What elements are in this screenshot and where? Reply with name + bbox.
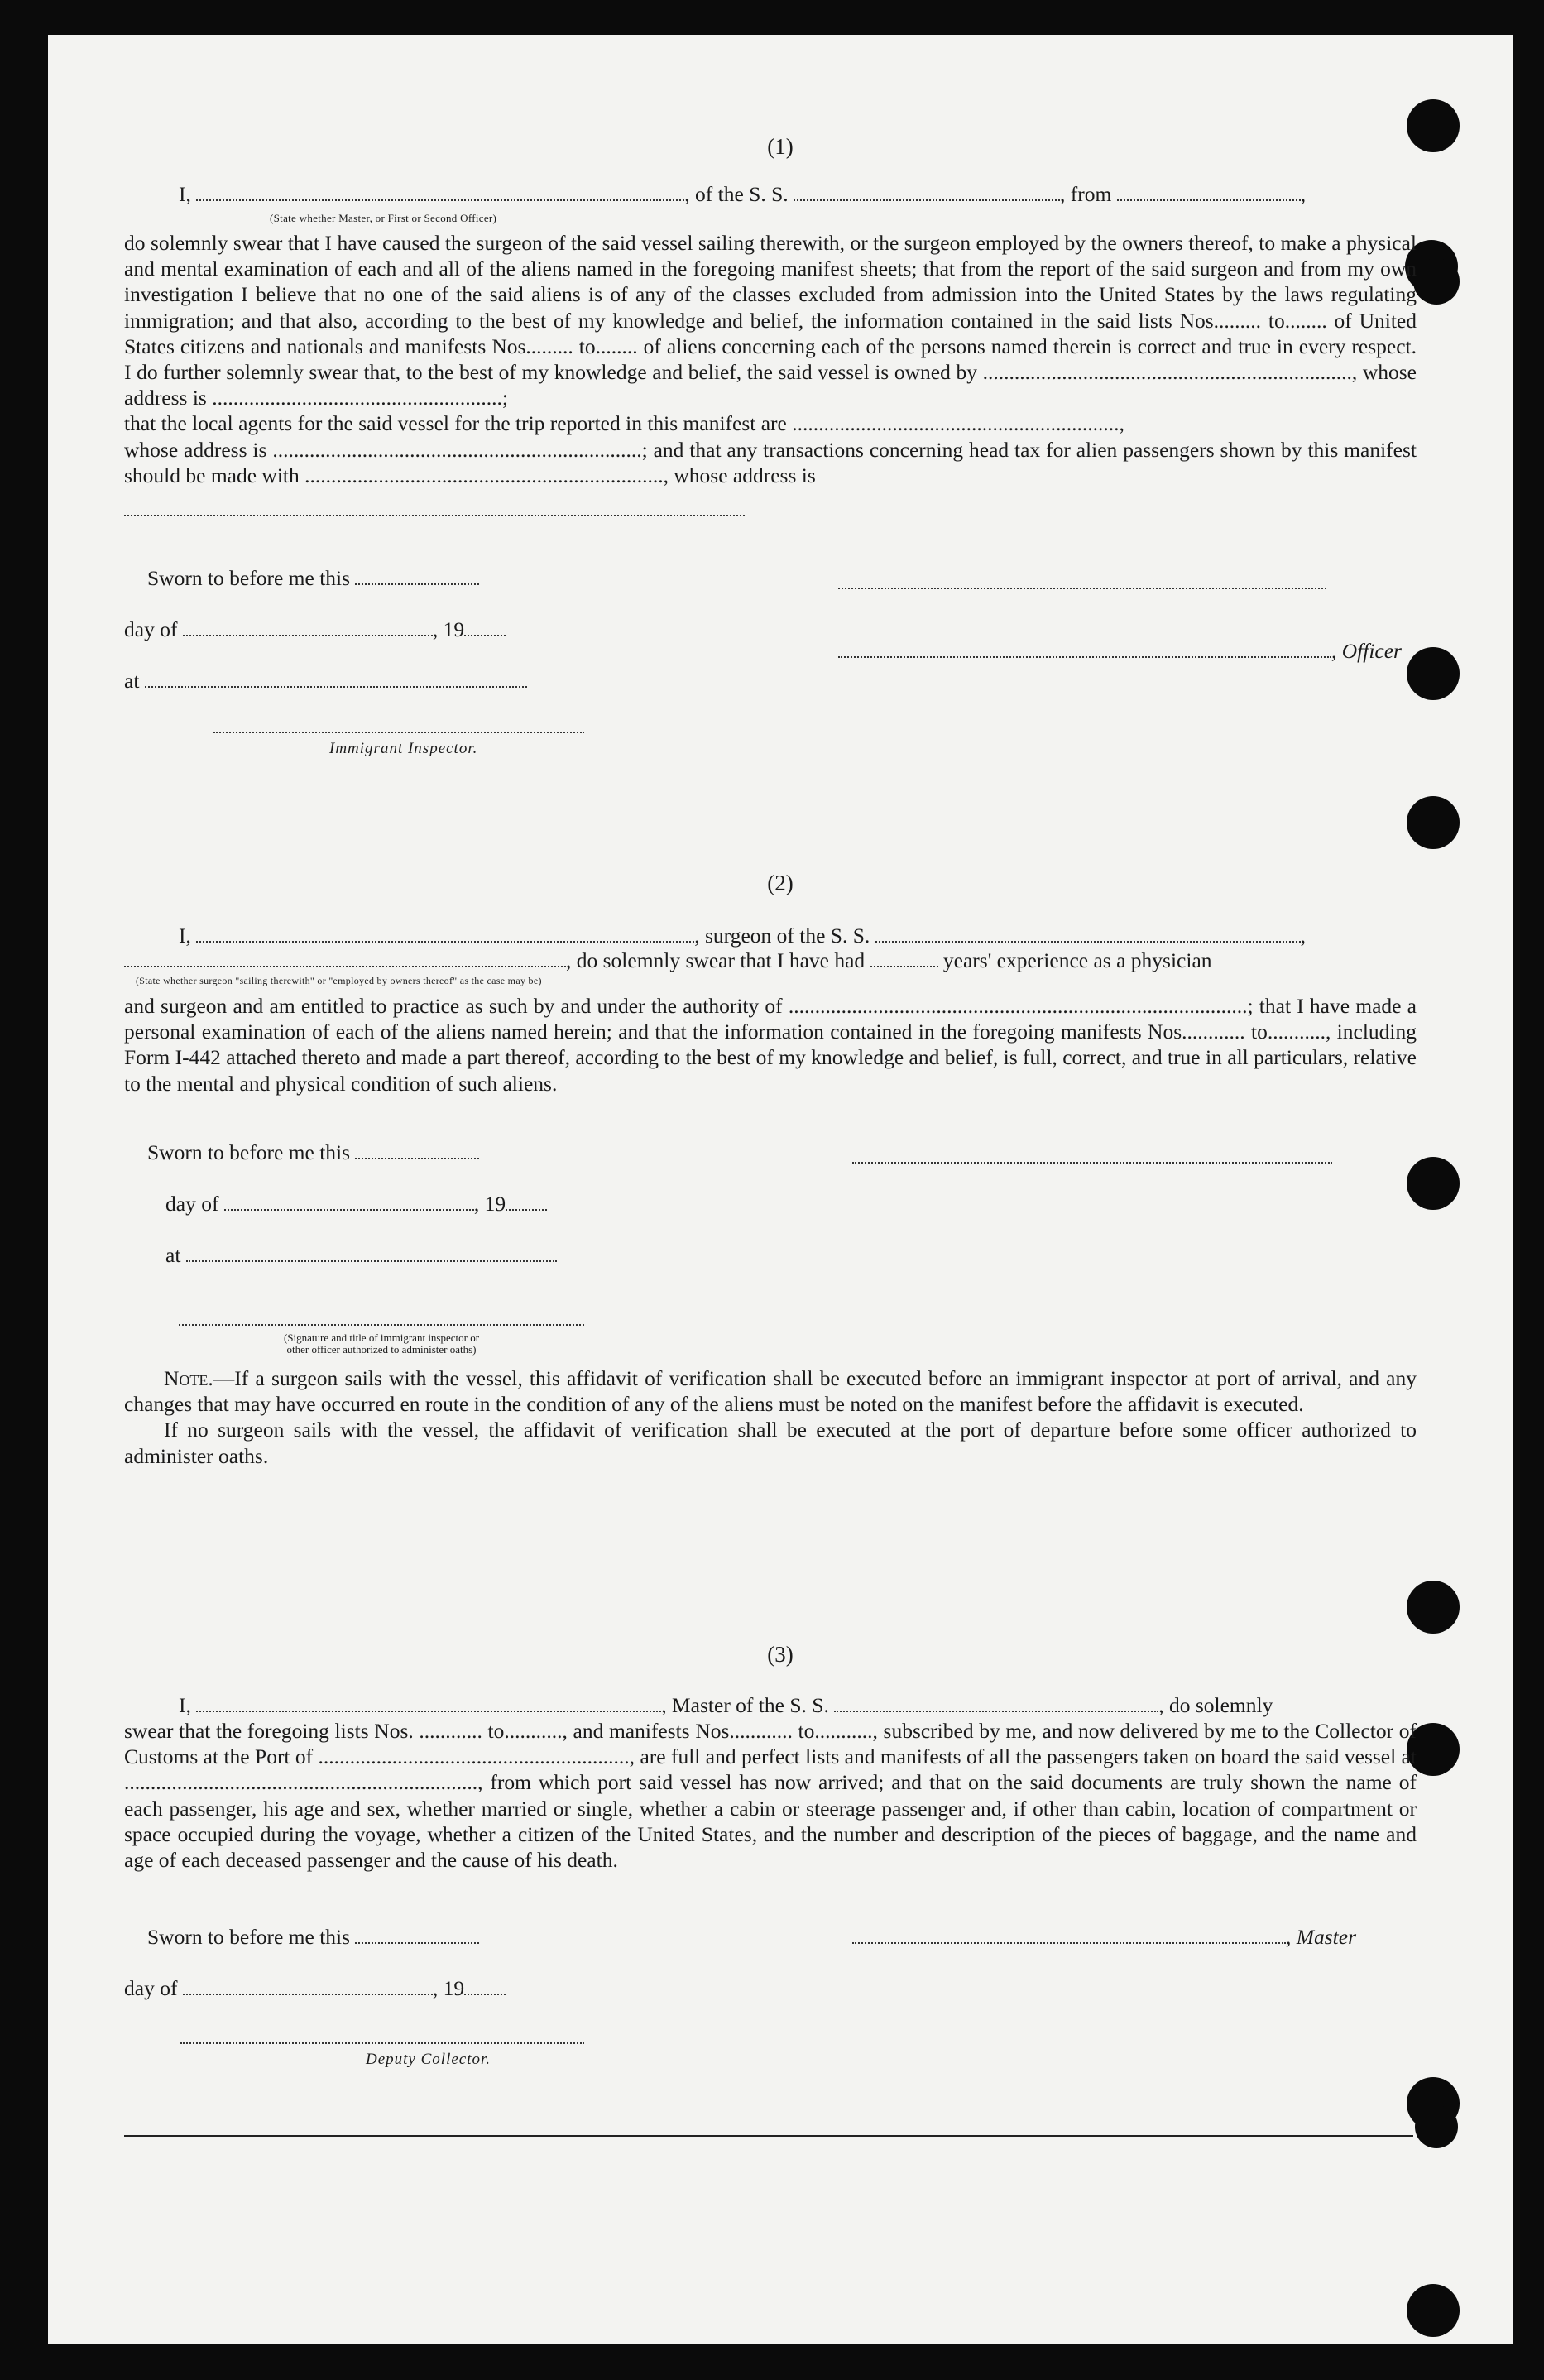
signature-hint-2: other officer authorized to administer oaths) — [286, 1343, 477, 1356]
officer-line — [838, 639, 1402, 664]
punch-hole — [1413, 258, 1460, 305]
day-of-line-3 — [124, 1976, 506, 2001]
sworn-line-1 — [147, 566, 479, 591]
officer-signature-top-field[interactable] — [838, 588, 1326, 589]
at-line-2 — [165, 1243, 557, 1268]
section-3-body: swear that the foregoing lists Nos. ............ to..........., and manifests Nos............ to..........., subscribed by me, and now delivered by me to the Collector of Customs at the Port of ..........................................................., are full and perfect lists and manifests of all the passengers taken on board the said vessel at ..................................................................., from which port said vessel has now arrived; and that on the said documents are truly shown the name of each passenger, his age and sex, whether married or single, whether a cabin or steerage passenger and, if other than cabin, location of compartment or space occupied during the voyage, whether a citizen of the United States, and the number and description of the pieces of baggage, and the name and age of each deceased passenger and the cause of his death. — [124, 1719, 1417, 1873]
surgeon-of-label: , surgeon of the S. S. — [694, 924, 870, 948]
year-label: , 19 — [473, 1192, 506, 1216]
section-1-number: (1) — [767, 134, 794, 159]
section-3-number: (3) — [767, 1642, 794, 1667]
ship-name-field-2[interactable] — [875, 926, 1301, 943]
day-of-label: day of — [165, 1192, 219, 1216]
inspector-signature-field[interactable] — [213, 732, 584, 733]
month-field[interactable] — [183, 620, 433, 636]
section-1-body — [124, 230, 1417, 488]
master-line — [852, 1925, 1356, 1950]
surgeon-status-field[interactable] — [124, 951, 566, 967]
deputy-label: Deputy Collector. — [366, 2051, 491, 2068]
month-field[interactable] — [224, 1194, 474, 1211]
intro-i: I, — [179, 924, 191, 948]
intro-i: I, — [179, 1693, 191, 1717]
sworn-label: Sworn to before me this — [147, 1925, 351, 1949]
punch-hole — [1407, 796, 1460, 849]
ship-name-field-3[interactable] — [834, 1696, 1158, 1712]
surgeon-status-hint: (State whether surgeon "sailing therewith" or "employed by owners thereof" as the case may be) — [136, 975, 542, 986]
sworn-line-3 — [147, 1925, 479, 1950]
section-2-number: (2) — [767, 871, 794, 895]
note-label: Note. — [164, 1366, 213, 1390]
comma: , — [1300, 924, 1307, 948]
form-page — [48, 35, 1513, 2344]
year-field[interactable] — [506, 1194, 547, 1211]
day-of-label: day of — [124, 1976, 178, 2000]
section-1-body-2: that the local agents for the said vessel for the trip reported in this manifest are .............................................................., — [124, 411, 1124, 436]
swear-label: , do solemnly swear that I have had — [566, 948, 866, 972]
sworn-line-2 — [147, 1140, 479, 1165]
year-field[interactable] — [464, 1979, 506, 1995]
signature-hint-1: (Signature and title of immigrant inspector or — [283, 1332, 480, 1344]
years-label: years' experience as a physician — [942, 948, 1212, 972]
master-signature-field[interactable] — [852, 1927, 1286, 1944]
master-of-label: , Master of the S. S. — [661, 1693, 829, 1717]
sworn-day-field[interactable] — [355, 1143, 479, 1159]
year-label: , 19 — [432, 617, 465, 641]
master-name-field[interactable] — [196, 1696, 661, 1712]
comma: , — [1300, 182, 1307, 206]
rank-field[interactable] — [196, 185, 684, 201]
ship-name-field[interactable] — [794, 185, 1060, 201]
section-3-intro — [179, 1693, 1273, 1718]
of-ss-label: , of the S. S. — [684, 182, 789, 206]
sworn-day-field[interactable] — [355, 1927, 479, 1944]
deputy-signature-field[interactable] — [180, 2042, 584, 2044]
section-2-note — [124, 1365, 1417, 1469]
day-of-label: day of — [124, 617, 178, 641]
section-1-intro — [179, 182, 1306, 207]
section-2-body: and surgeon and am entitled to practice as such by and under the authority of .......................................................................................; that I have made a personal examination of each of the aliens named herein; and that the information contained in the foregoing manifests Nos............ to..........., including Form I-442 attached thereto and made a part thereof, according to the best of my knowledge and belief, is full, correct, and true in all particulars, relative to the mental and physical condition of such aliens. — [124, 994, 1417, 1096]
solemnly-label: , do solemnly — [1158, 1693, 1273, 1717]
month-field[interactable] — [183, 1979, 433, 1995]
intro-i: I, — [179, 182, 191, 206]
years-field[interactable] — [870, 951, 938, 967]
sworn-day-field[interactable] — [355, 569, 479, 585]
section-1-body-3: whose address is ......................................................................; and that any transactions concerning head tax for alien passengers shown by this manifest should be made with ...................................................................., whose address is — [124, 437, 1417, 487]
oath-officer-signature-field[interactable] — [179, 1324, 584, 1326]
punch-hole — [1415, 2105, 1458, 2148]
officer-signature-field[interactable] — [838, 641, 1331, 658]
from-port-field[interactable] — [1117, 185, 1301, 201]
surgeon-signature-field[interactable] — [852, 1162, 1332, 1164]
rank-hint: (State whether Master, or First or Second Officer) — [270, 212, 497, 224]
master-label: , Master — [1286, 1925, 1356, 1949]
note-2: If no surgeon sails with the vessel, the affidavit of verification shall be executed at the port of departure before some officer authorized to administer oaths. — [124, 1418, 1417, 1468]
year-label: , 19 — [432, 1976, 465, 2000]
inspector-label: Immigrant Inspector. — [329, 740, 478, 757]
section-2-intro — [179, 924, 1306, 948]
address-continuation-field[interactable] — [124, 515, 745, 516]
surgeon-name-field[interactable] — [196, 926, 694, 943]
place-field[interactable] — [145, 671, 527, 688]
section-2-swear-line — [124, 948, 1212, 973]
signature-hint — [179, 1332, 584, 1356]
sworn-label: Sworn to before me this — [147, 1140, 351, 1164]
year-field[interactable] — [464, 620, 506, 636]
place-field[interactable] — [186, 1245, 557, 1262]
day-of-line-2 — [165, 1192, 547, 1216]
at-label: at — [165, 1243, 181, 1267]
day-of-line-1 — [124, 617, 506, 642]
punch-hole — [1407, 1157, 1460, 1210]
punch-hole — [1407, 2284, 1460, 2337]
at-label: at — [124, 669, 140, 693]
officer-label: , Officer — [1331, 639, 1402, 663]
at-line-1 — [124, 669, 527, 693]
sworn-label: Sworn to before me this — [147, 566, 351, 590]
bottom-rule — [124, 2135, 1413, 2137]
punch-hole — [1407, 1581, 1460, 1634]
from-label: , from — [1060, 182, 1112, 206]
section-1-body-1: do solemnly swear that I have caused the surgeon of the said vessel sailing therewith, or the surgeon employed by the owners thereof, to make a physical and mental examination of each and all of the aliens named in the foregoing manifest sheets; that from the report of the said surgeon and from my own investigation I believe that no one of the said aliens is of any of the classes excluded from admission into the United States by the laws regulating immigration; and that also, according to the best of my knowledge and belief, the information contained in the said lists Nos......... to........ of United States citizens and nationals and manifests Nos......... to........ of aliens concerning each of the persons named therein is correct and true in every respect. I do further solemnly swear that, to the best of my knowledge and belief, the said vessel is owned by ......................................................................, whose address is .......................................................; — [124, 231, 1417, 410]
punch-hole — [1407, 647, 1460, 700]
note-text: —If a surgeon sails with the vessel, this affidavit of verification shall be executed before an immigrant inspector at port of arrival, and any changes that may have occurred en route in the condition of any of the aliens must be noted on the manifest before the affidavit is executed. — [124, 1366, 1417, 1417]
